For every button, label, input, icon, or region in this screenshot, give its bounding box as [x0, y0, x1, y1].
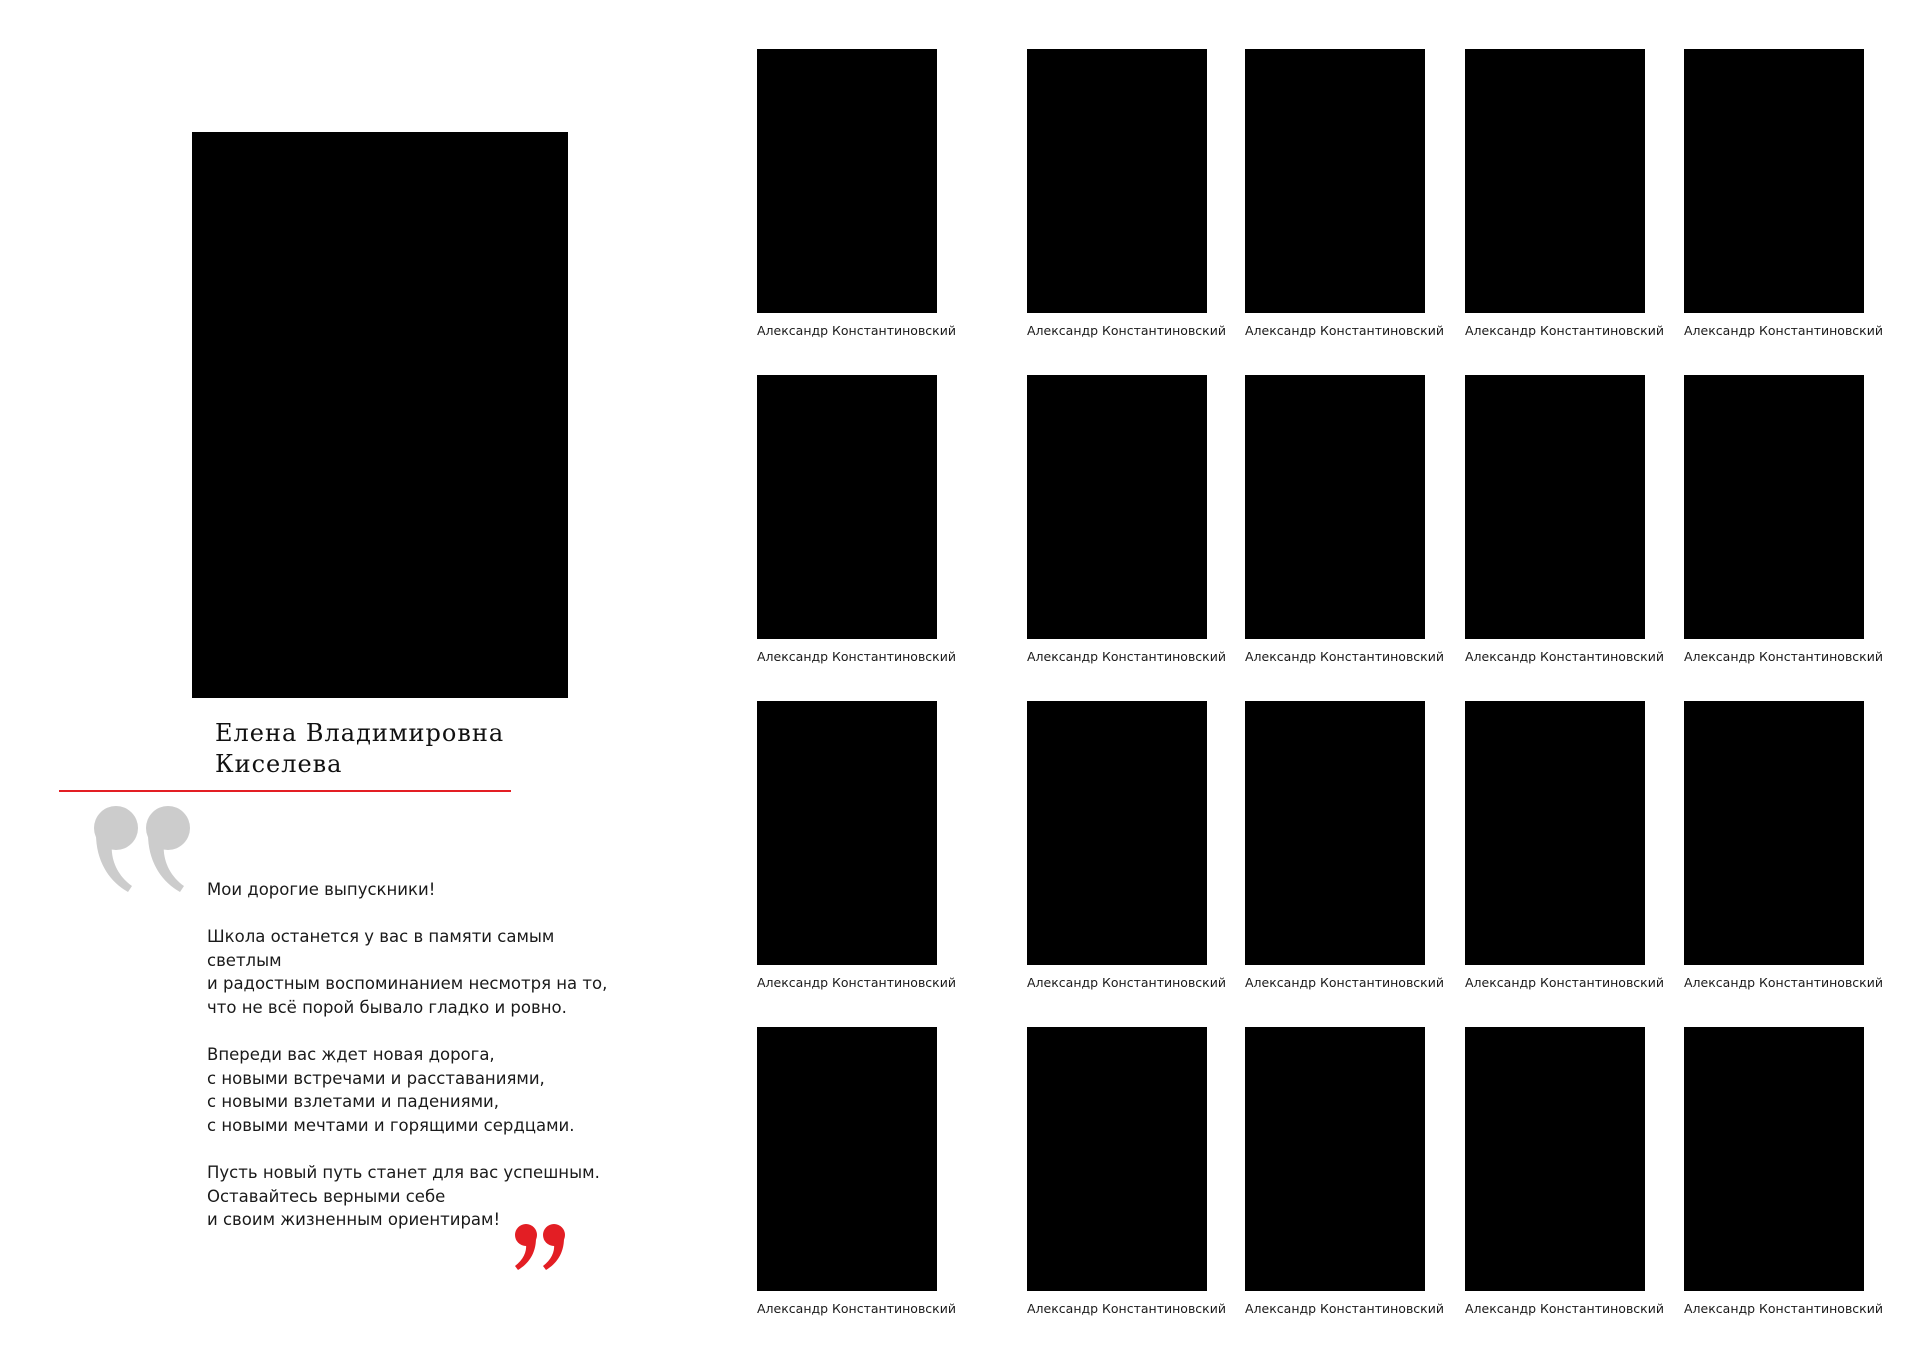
student-card [1245, 1027, 1444, 1316]
student-name: Александр Константиновский [1465, 649, 1664, 664]
student-name: Александр Константиновский [1684, 975, 1883, 990]
teacher-name-line2: Киселева [215, 750, 343, 778]
student-card [1684, 375, 1883, 664]
student-card [1465, 49, 1664, 338]
student-photo [757, 49, 937, 313]
student-name: Александр Константиновский [1027, 1301, 1226, 1316]
student-photo [1027, 701, 1207, 965]
student-name: Александр Константиновский [1027, 323, 1226, 338]
student-name: Александр Константиновский [1465, 1301, 1664, 1316]
student-card [1684, 1027, 1883, 1316]
student-card [1684, 49, 1883, 338]
student-photo [1027, 49, 1207, 313]
student-card [757, 375, 956, 664]
student-name: Александр Константиновский [757, 323, 956, 338]
student-card [757, 1027, 956, 1316]
student-photo [1684, 375, 1864, 639]
student-name: Александр Константиновский [1684, 1301, 1883, 1316]
student-photo [1245, 701, 1425, 965]
student-name: Александр Константиновский [1465, 975, 1664, 990]
student-name: Александр Константиновский [1684, 649, 1883, 664]
student-photo [1684, 1027, 1864, 1291]
teacher-name-line1: Елена Владимировна [215, 719, 505, 747]
student-name: Александр Константиновский [1465, 323, 1664, 338]
student-name: Александр Константиновский [1245, 323, 1444, 338]
student-photo [1245, 375, 1425, 639]
student-card [1245, 375, 1444, 664]
student-photo [1027, 375, 1207, 639]
student-card [1684, 701, 1883, 990]
student-photo [1027, 1027, 1207, 1291]
student-photo [1465, 375, 1645, 639]
student-photo [1465, 49, 1645, 313]
message-paragraph: Мои дорогие выпускники! [207, 880, 436, 899]
student-photo [1245, 49, 1425, 313]
student-card [1465, 375, 1664, 664]
student-card [1465, 1027, 1664, 1316]
student-name: Александр Константиновский [757, 649, 956, 664]
student-card [1245, 701, 1444, 990]
student-name: Александр Константиновский [1027, 649, 1226, 664]
message-paragraph: Пусть новый путь станет для вас успешным. Оставайтесь верными себе и своим жизненным ориентирам! [207, 1163, 600, 1230]
student-name: Александр Константиновский [757, 975, 956, 990]
student-name: Александр Константиновский [1245, 1301, 1444, 1316]
student-photo [757, 1027, 937, 1291]
message-paragraph: Впереди вас ждет новая дорога, с новыми встречами и расставаниями, с новыми взлетами и падениями, с новыми мечтами и горящими сердцами. [207, 1045, 575, 1135]
student-card [1027, 49, 1226, 338]
student-card [1465, 701, 1664, 990]
student-card [757, 701, 956, 990]
student-name: Александр Константиновский [757, 1301, 956, 1316]
student-card [1027, 701, 1226, 990]
student-name: Александр Константиновский [1684, 323, 1883, 338]
student-photo [757, 701, 937, 965]
message-paragraph: Школа останется у вас в памяти самым светлым и радостным воспоминанием несмотря на то, что не всё порой бывало гладко и ровно. [207, 927, 608, 1017]
student-name: Александр Константиновский [1245, 649, 1444, 664]
student-card [1027, 1027, 1226, 1316]
student-name: Александр Константиновский [1245, 975, 1444, 990]
student-photo [1465, 1027, 1645, 1291]
student-photo [757, 375, 937, 639]
student-photo [1245, 1027, 1425, 1291]
student-photo [1684, 49, 1864, 313]
student-card [1027, 375, 1226, 664]
student-card [1245, 49, 1444, 338]
student-photo [1465, 701, 1645, 965]
student-photo [1684, 701, 1864, 965]
student-name: Александр Константиновский [1027, 975, 1226, 990]
student-card [757, 49, 956, 338]
